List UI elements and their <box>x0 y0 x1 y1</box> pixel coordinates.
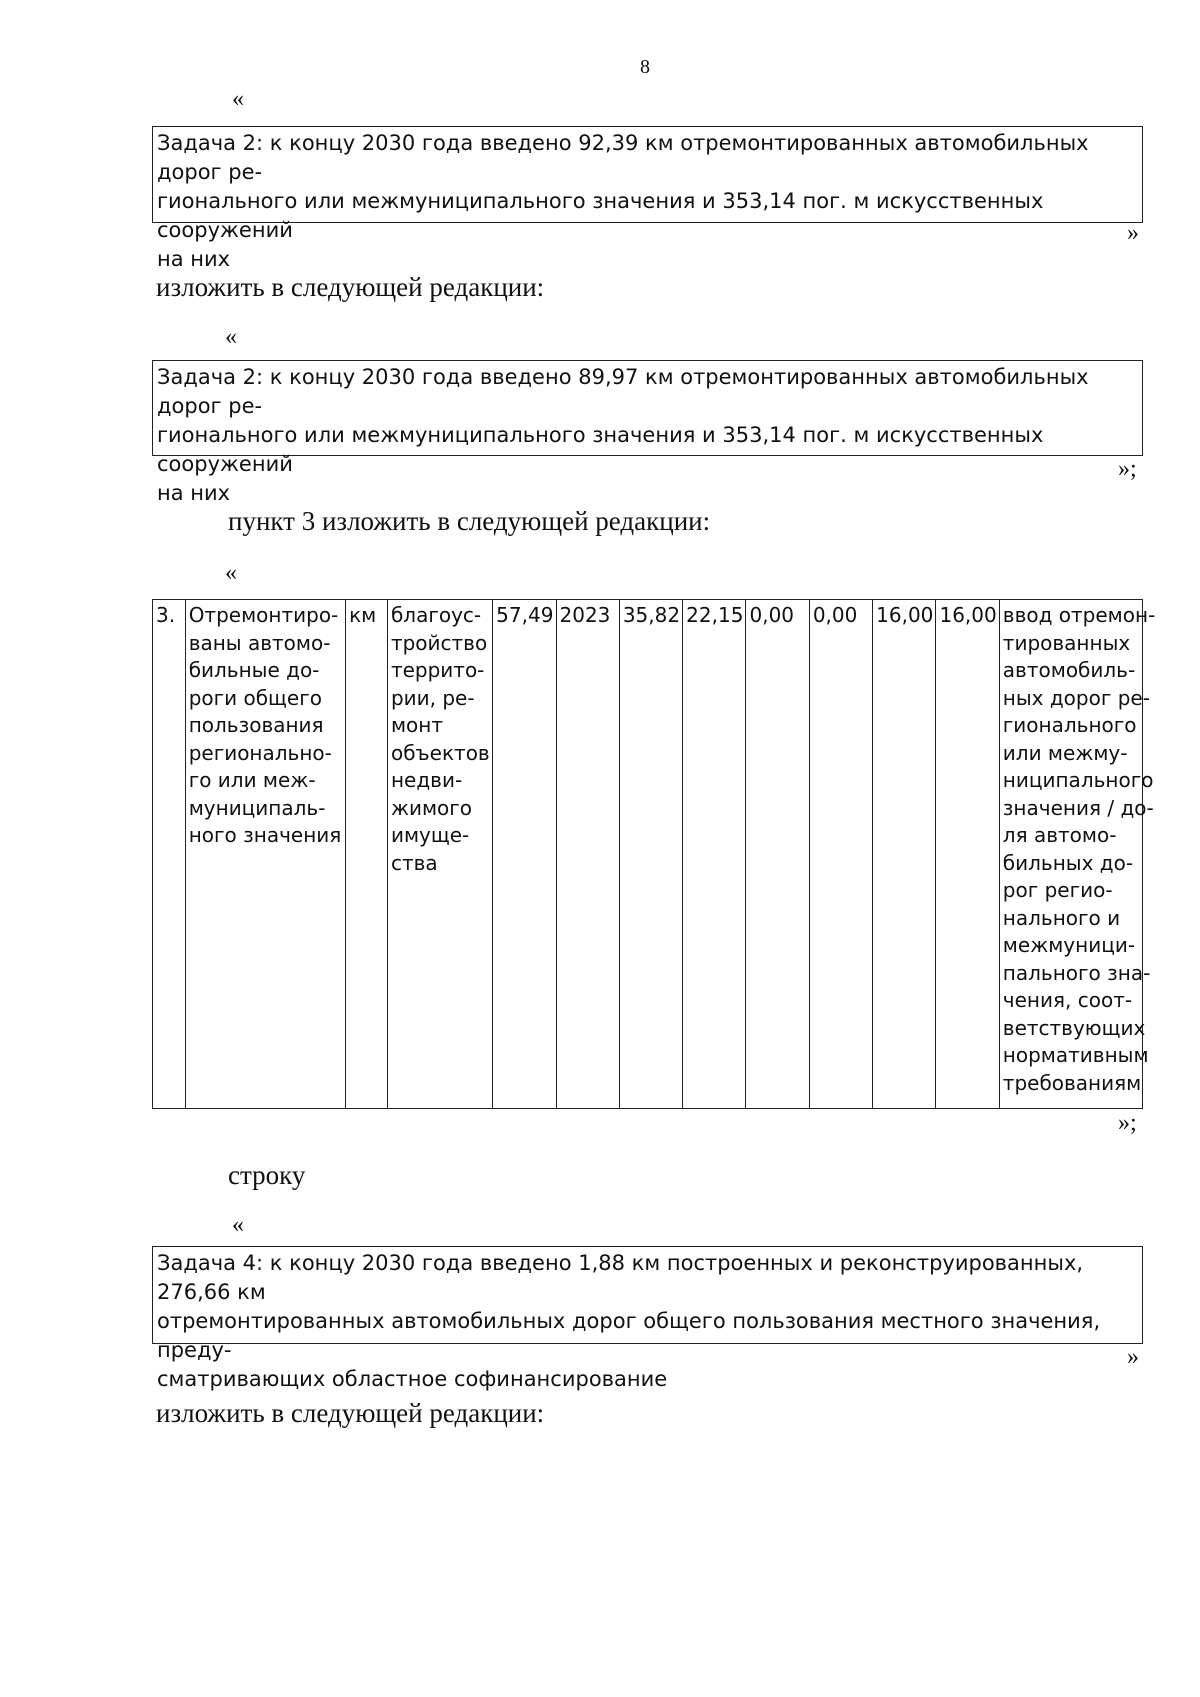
result-name-cell <box>185 600 345 1109</box>
close-quote: » <box>1127 220 1139 246</box>
cell-line: рии, ре- <box>390 685 475 710</box>
cell-line: бильные до- <box>188 658 320 682</box>
cell-line: значения / до- <box>1002 795 1154 820</box>
unit-cell: км <box>346 600 388 1109</box>
cell-line: роги общего <box>188 685 322 710</box>
cell-line: нормативным <box>1002 1043 1149 1067</box>
cell-line: или межму- <box>1002 740 1128 765</box>
cell-line: ниципального <box>1002 768 1154 792</box>
task-line: Задача 2: к концу 2030 года введено 89,97 км отремонтированных автомобильных дорог ре- <box>157 365 1089 418</box>
close-quote-semicolon: »; <box>1118 456 1137 482</box>
task-line: гионального или межмуниципального значения и 353,14 пог. м искусственных сооружений <box>157 423 1044 476</box>
cell-line: ваны автомо- <box>188 630 331 655</box>
row-number: 3. <box>153 600 186 1109</box>
cell-line: муниципаль- <box>188 795 326 820</box>
cell-line: требованиям <box>1002 1070 1142 1095</box>
cell-line: го или меж- <box>188 768 316 792</box>
value-cell: 2023 <box>556 600 619 1109</box>
close-quote: » <box>1127 1344 1139 1370</box>
cell-line: бильных до- <box>1002 850 1134 875</box>
value-cell: 22,15 <box>683 600 746 1109</box>
cell-line: имуще- <box>390 823 470 847</box>
open-quote: « <box>232 86 244 112</box>
open-quote: « <box>225 324 237 350</box>
page-number: 8 <box>640 56 650 78</box>
indicator-cell <box>999 600 1156 1109</box>
close-quote-semicolon: »; <box>1118 1110 1137 1136</box>
open-quote: « <box>225 560 237 586</box>
task-line: отремонтированных автомобильных дорог общего пользования местного значения, преду- <box>157 1309 1101 1362</box>
instruction-text: изложить в следующей редакции: <box>156 272 545 302</box>
task-line: Задача 2: к концу 2030 года введено 92,39 км отремонтированных автомобильных дорог ре- <box>157 131 1089 184</box>
task-4-old-box <box>152 1246 1143 1391</box>
cell-line: объектов <box>390 740 490 765</box>
open-quote: « <box>232 1212 244 1238</box>
cell-line: террито- <box>390 658 485 682</box>
item-3-table <box>152 599 1156 1109</box>
cell-line: благоус- <box>390 603 482 627</box>
task-line: на них <box>157 481 231 505</box>
cell-line: недви- <box>390 768 463 792</box>
cell-line: тройство <box>390 630 488 655</box>
value-cell: 0,00 <box>746 600 809 1109</box>
cell-line: жимого <box>390 795 473 820</box>
cell-line: нального и <box>1002 905 1121 930</box>
cell-line: пального зна- <box>1002 960 1151 985</box>
cell-line: монт <box>390 713 444 737</box>
cell-line: пользования <box>188 713 324 737</box>
direction-cell <box>387 600 492 1109</box>
task-2-new-box <box>152 360 1143 505</box>
task-line: гионального или межмуниципального значения и 353,14 пог. м искусственных сооружений <box>157 189 1044 242</box>
cell-line: рог регио- <box>1002 878 1113 902</box>
cell-line: автомобиль- <box>1002 658 1136 682</box>
value-cell: 16,00 <box>873 600 936 1109</box>
task-line: Задача 4: к концу 2030 года введено 1,88 км построенных и реконструированных, 276,66 км <box>157 1251 1084 1304</box>
cell-line: чения, соот- <box>1002 988 1133 1012</box>
value-cell: 57,49 <box>493 600 556 1109</box>
cell-line: ства <box>390 850 438 875</box>
cell-line: ввод отремон- <box>1002 603 1156 627</box>
task-2-old-box <box>152 126 1143 271</box>
table-row <box>153 600 1143 1109</box>
instruction-text: строку <box>228 1160 306 1190</box>
value-cell: 16,00 <box>936 600 999 1109</box>
cell-line: межмуници- <box>1002 933 1136 957</box>
cell-line: ных дорог ре- <box>1002 685 1150 710</box>
cell-line: ного значения <box>188 823 342 847</box>
cell-line: ветствующих <box>1002 1015 1146 1040</box>
instruction-text: пункт 3 изложить в следующей редакции: <box>228 506 711 536</box>
value-cell: 0,00 <box>809 600 872 1109</box>
cell-line: тированных <box>1002 630 1131 655</box>
cell-line: гионального <box>1002 713 1137 737</box>
cell-line: регионально- <box>188 740 332 765</box>
cell-line: ля автомо- <box>1002 823 1117 847</box>
cell-line: Отремонтиро- <box>188 603 339 627</box>
task-line: на них <box>157 247 231 271</box>
value-cell: 35,82 <box>619 600 682 1109</box>
instruction-text: изложить в следующей редакции: <box>156 1398 545 1428</box>
task-line: сматривающих областное софинансирование <box>157 1367 668 1391</box>
